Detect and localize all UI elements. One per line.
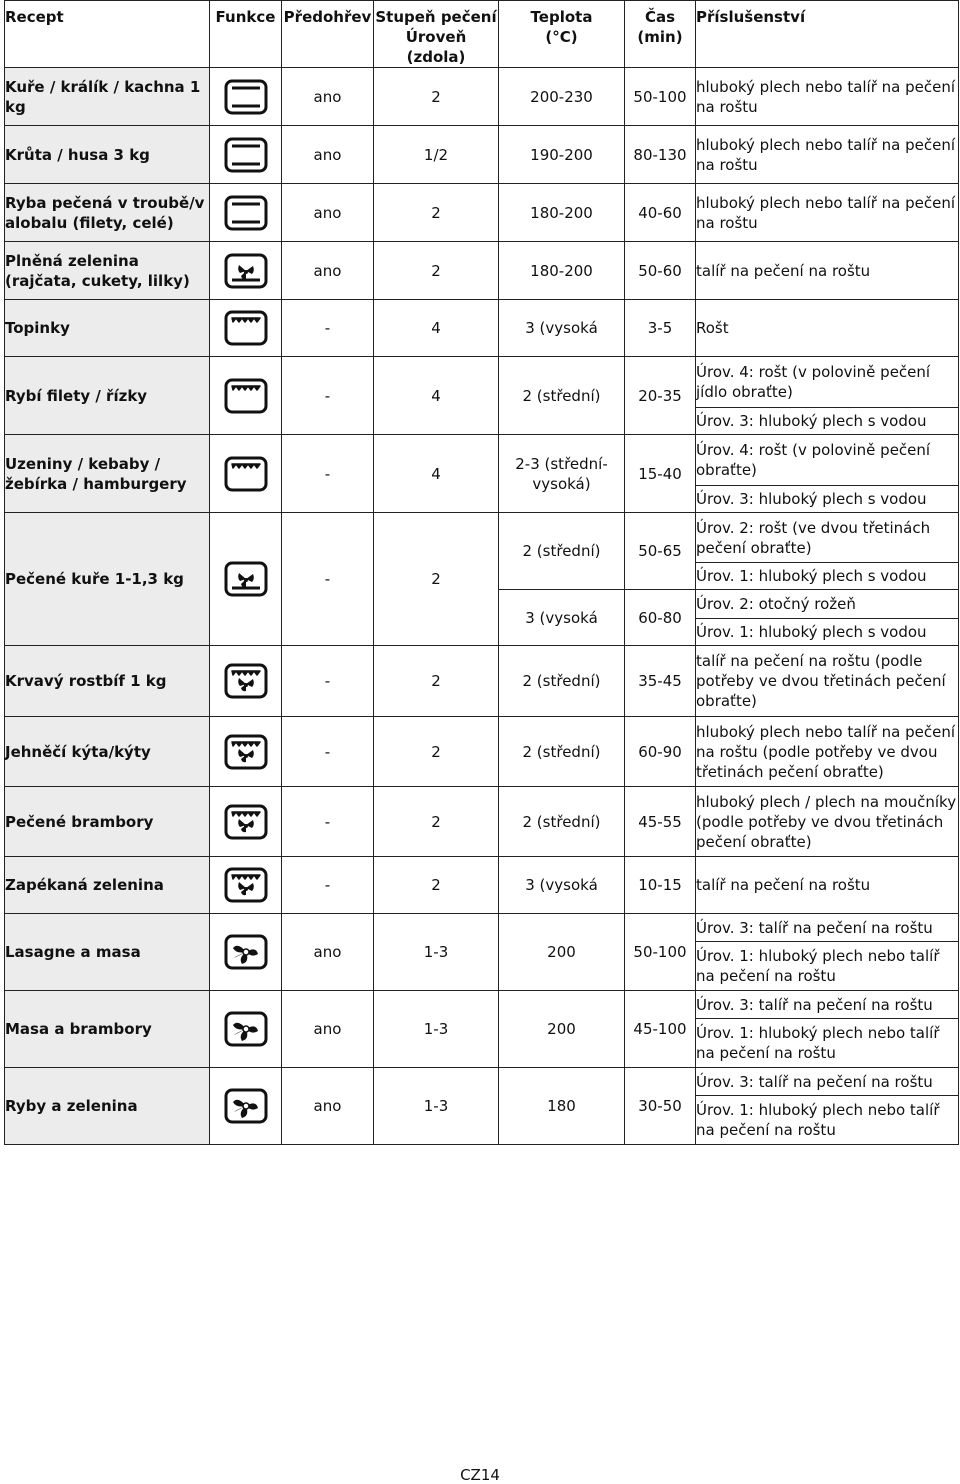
table-row bbox=[5, 787, 959, 857]
accessory-text: hluboký plech nebo talíř na pečení na roštu bbox=[696, 184, 959, 242]
level-value: 1-3 bbox=[374, 1068, 499, 1145]
oven-grill-icon bbox=[224, 456, 268, 492]
temp-value-alt: 3 (vysoká bbox=[499, 590, 625, 646]
time-value: 20-35 bbox=[625, 357, 696, 435]
oven-fan-bottom-icon bbox=[224, 253, 268, 289]
preheat-value: - bbox=[282, 857, 374, 914]
recipe-name: Rybí filety / řízky bbox=[5, 357, 210, 435]
temp-value: 180 bbox=[499, 1068, 625, 1145]
header-temp-line1: Teplota bbox=[530, 8, 593, 26]
table-row bbox=[5, 357, 959, 408]
function-cell bbox=[210, 357, 282, 435]
accessory-text: Úrov. 3: talíř na pečení na roštu bbox=[696, 914, 959, 942]
recipe-name: Ryba pečená v troubě/v alobalu (filety, celé) bbox=[5, 184, 210, 242]
accessory-text: Úrov. 3: talíř na pečení na roštu bbox=[696, 991, 959, 1019]
oven-grill-icon bbox=[224, 378, 268, 414]
oven-turbo-grill-icon bbox=[224, 867, 268, 903]
level-value: 2 bbox=[374, 646, 499, 717]
time-value: 50-60 bbox=[625, 242, 696, 300]
level-value: 1/2 bbox=[374, 126, 499, 184]
recipe-name: Pečené kuře 1-1,3 kg bbox=[5, 513, 210, 646]
table-row bbox=[5, 991, 959, 1019]
table-row bbox=[5, 1068, 959, 1096]
accessory-text: hluboký plech / plech na moučníky (podle potřeby ve dvou třetinách pečení obraťte) bbox=[696, 787, 959, 857]
accessory-text-secondary: Úrov. 1: hluboký plech nebo talíř na pečení na roštu bbox=[696, 1096, 959, 1145]
header-level bbox=[374, 1, 499, 68]
temp-value: 200 bbox=[499, 914, 625, 991]
time-value: 50-100 bbox=[625, 68, 696, 126]
preheat-value: - bbox=[282, 357, 374, 435]
level-value: 4 bbox=[374, 357, 499, 435]
recipe-name: Zapékaná zelenina bbox=[5, 857, 210, 914]
table-row bbox=[5, 435, 959, 486]
header-preheat: Předohřev bbox=[282, 1, 374, 68]
level-value: 1-3 bbox=[374, 991, 499, 1068]
time-value: 30-50 bbox=[625, 1068, 696, 1145]
preheat-value: ano bbox=[282, 184, 374, 242]
time-value: 45-55 bbox=[625, 787, 696, 857]
oven-grill-icon bbox=[224, 310, 268, 346]
function-cell bbox=[210, 242, 282, 300]
preheat-value: - bbox=[282, 300, 374, 357]
level-value: 1-3 bbox=[374, 914, 499, 991]
accessory-text-secondary: Úrov. 1: hluboký plech nebo talíř na pečení na roštu bbox=[696, 1019, 959, 1068]
preheat-value: ano bbox=[282, 914, 374, 991]
oven-convection-icon bbox=[224, 934, 268, 970]
accessory-text-secondary: Úrov. 3: hluboký plech s vodou bbox=[696, 486, 959, 513]
accessory-text-quaternary: Úrov. 1: hluboký plech s vodou bbox=[696, 619, 959, 646]
accessory-text: Úrov. 3: talíř na pečení na roštu bbox=[696, 1068, 959, 1096]
accessory-text: talíř na pečení na roštu (podle potřeby ve dvou třetinách pečení obraťte) bbox=[696, 646, 959, 717]
accessory-text: Rošt bbox=[696, 300, 959, 357]
oven-turbo-grill-icon bbox=[224, 663, 268, 699]
level-value: 2 bbox=[374, 513, 499, 646]
accessory-text: hluboký plech nebo talíř na pečení na roštu bbox=[696, 68, 959, 126]
oven-turbo-grill-icon bbox=[224, 804, 268, 840]
accessory-text-secondary: Úrov. 1: hluboký plech s vodou bbox=[696, 563, 959, 590]
function-cell bbox=[210, 1068, 282, 1145]
accessory-text: hluboký plech nebo talíř na pečení na roštu (podle potřeby ve dvou třetinách pečení obraťte) bbox=[696, 717, 959, 787]
time-value: 50-65 bbox=[625, 513, 696, 590]
function-cell bbox=[210, 184, 282, 242]
temp-value: 2 (střední) bbox=[499, 717, 625, 787]
level-value: 2 bbox=[374, 857, 499, 914]
oven-convection-icon bbox=[224, 1011, 268, 1047]
table-row bbox=[5, 184, 959, 242]
recipe-name: Lasagne a masa bbox=[5, 914, 210, 991]
time-value: 80-130 bbox=[625, 126, 696, 184]
recipe-name: Krvavý rostbíf 1 kg bbox=[5, 646, 210, 717]
temp-value: 180-200 bbox=[499, 242, 625, 300]
recipe-name: Uzeniny / kebaby / žebírka / hamburgery bbox=[5, 435, 210, 513]
recipe-name: Pečené brambory bbox=[5, 787, 210, 857]
level-value: 2 bbox=[374, 68, 499, 126]
temp-value: 200-230 bbox=[499, 68, 625, 126]
header-temp-line2: (°C) bbox=[545, 28, 578, 46]
time-value: 35-45 bbox=[625, 646, 696, 717]
header-function: Funkce bbox=[210, 1, 282, 68]
level-value: 2 bbox=[374, 242, 499, 300]
accessory-text-secondary: Úrov. 1: hluboký plech nebo talíř na pečení na roštu bbox=[696, 942, 959, 991]
preheat-value: - bbox=[282, 646, 374, 717]
accessory-text: Úrov. 4: rošt (v polovině pečení jídlo obraťte) bbox=[696, 357, 959, 408]
function-cell bbox=[210, 513, 282, 646]
table-row bbox=[5, 300, 959, 357]
preheat-value: ano bbox=[282, 126, 374, 184]
oven-fan-bottom-icon bbox=[224, 561, 268, 597]
table-row bbox=[5, 914, 959, 942]
function-cell bbox=[210, 914, 282, 991]
oven-turbo-grill-icon bbox=[224, 734, 268, 770]
table-row bbox=[5, 857, 959, 914]
preheat-value: - bbox=[282, 717, 374, 787]
function-cell bbox=[210, 787, 282, 857]
time-value: 60-90 bbox=[625, 717, 696, 787]
temp-value: 2 (střední) bbox=[499, 646, 625, 717]
temp-value: 200 bbox=[499, 991, 625, 1068]
header-time bbox=[625, 1, 696, 68]
preheat-value: ano bbox=[282, 68, 374, 126]
temp-value: 2 (střední) bbox=[499, 787, 625, 857]
accessory-text: hluboký plech nebo talíř na pečení na roštu bbox=[696, 126, 959, 184]
temp-value: 3 (vysoká bbox=[499, 857, 625, 914]
header-time-line1: Čas bbox=[644, 8, 676, 26]
time-value: 40-60 bbox=[625, 184, 696, 242]
preheat-value: - bbox=[282, 787, 374, 857]
table-row bbox=[5, 242, 959, 300]
accessory-text: talíř na pečení na roštu bbox=[696, 857, 959, 914]
recipe-name: Krůta / husa 3 kg bbox=[5, 126, 210, 184]
temp-value: 2 (střední) bbox=[499, 357, 625, 435]
table-row bbox=[5, 513, 959, 563]
level-value: 2 bbox=[374, 717, 499, 787]
accessory-text: Úrov. 4: rošt (v polovině pečení obraťte) bbox=[696, 435, 959, 486]
oven-top-bottom-icon bbox=[224, 79, 268, 115]
header-time-line2: (min) bbox=[637, 28, 683, 46]
oven-convection-icon bbox=[224, 1088, 268, 1124]
function-cell bbox=[210, 646, 282, 717]
level-value: 2 bbox=[374, 184, 499, 242]
time-value: 45-100 bbox=[625, 991, 696, 1068]
time-value-alt: 60-80 bbox=[625, 590, 696, 646]
cooking-table bbox=[4, 0, 959, 1145]
header-level-line2: Úroveň (zdola) bbox=[405, 28, 467, 66]
function-cell bbox=[210, 991, 282, 1068]
level-value: 4 bbox=[374, 300, 499, 357]
oven-top-bottom-icon bbox=[224, 137, 268, 173]
table-row bbox=[5, 68, 959, 126]
function-cell bbox=[210, 435, 282, 513]
recipe-name: Jehněčí kýta/kýty bbox=[5, 717, 210, 787]
temp-value: 2-3 (střední-vysoká) bbox=[499, 435, 625, 513]
preheat-value: ano bbox=[282, 242, 374, 300]
level-value: 4 bbox=[374, 435, 499, 513]
header-level-line1: Stupeň pečení bbox=[375, 8, 497, 26]
temp-value: 3 (vysoká bbox=[499, 300, 625, 357]
level-value: 2 bbox=[374, 787, 499, 857]
recipe-name: Topinky bbox=[5, 300, 210, 357]
time-value: 10-15 bbox=[625, 857, 696, 914]
recipe-name: Ryby a zelenina bbox=[5, 1068, 210, 1145]
header-temp bbox=[499, 1, 625, 68]
recipe-name: Plněná zelenina (rajčata, cukety, lilky) bbox=[5, 242, 210, 300]
temp-value: 180-200 bbox=[499, 184, 625, 242]
function-cell bbox=[210, 857, 282, 914]
function-cell bbox=[210, 300, 282, 357]
header-recipe: Recept bbox=[5, 1, 210, 68]
time-value: 15-40 bbox=[625, 435, 696, 513]
table-row bbox=[5, 126, 959, 184]
time-value: 50-100 bbox=[625, 914, 696, 991]
table-header-row bbox=[5, 1, 959, 68]
temp-value: 2 (střední) bbox=[499, 513, 625, 590]
accessory-text: talíř na pečení na roštu bbox=[696, 242, 959, 300]
table-row bbox=[5, 646, 959, 717]
recipe-name: Kuře / králík / kachna 1 kg bbox=[5, 68, 210, 126]
header-accessories: Příslušenství bbox=[696, 1, 959, 68]
function-cell bbox=[210, 717, 282, 787]
accessory-text-secondary: Úrov. 3: hluboký plech s vodou bbox=[696, 408, 959, 435]
page-number: CZ14 bbox=[460, 1466, 500, 1484]
preheat-value: ano bbox=[282, 991, 374, 1068]
temp-value: 190-200 bbox=[499, 126, 625, 184]
preheat-value: - bbox=[282, 435, 374, 513]
time-value: 3-5 bbox=[625, 300, 696, 357]
accessory-text: Úrov. 2: rošt (ve dvou třetinách pečení obraťte) bbox=[696, 513, 959, 563]
table-row bbox=[5, 717, 959, 787]
accessory-text-tertiary: Úrov. 2: otočný rožeň bbox=[696, 590, 959, 619]
function-cell bbox=[210, 68, 282, 126]
preheat-value: - bbox=[282, 513, 374, 646]
oven-top-bottom-icon bbox=[224, 195, 268, 231]
recipe-name: Masa a brambory bbox=[5, 991, 210, 1068]
preheat-value: ano bbox=[282, 1068, 374, 1145]
function-cell bbox=[210, 126, 282, 184]
